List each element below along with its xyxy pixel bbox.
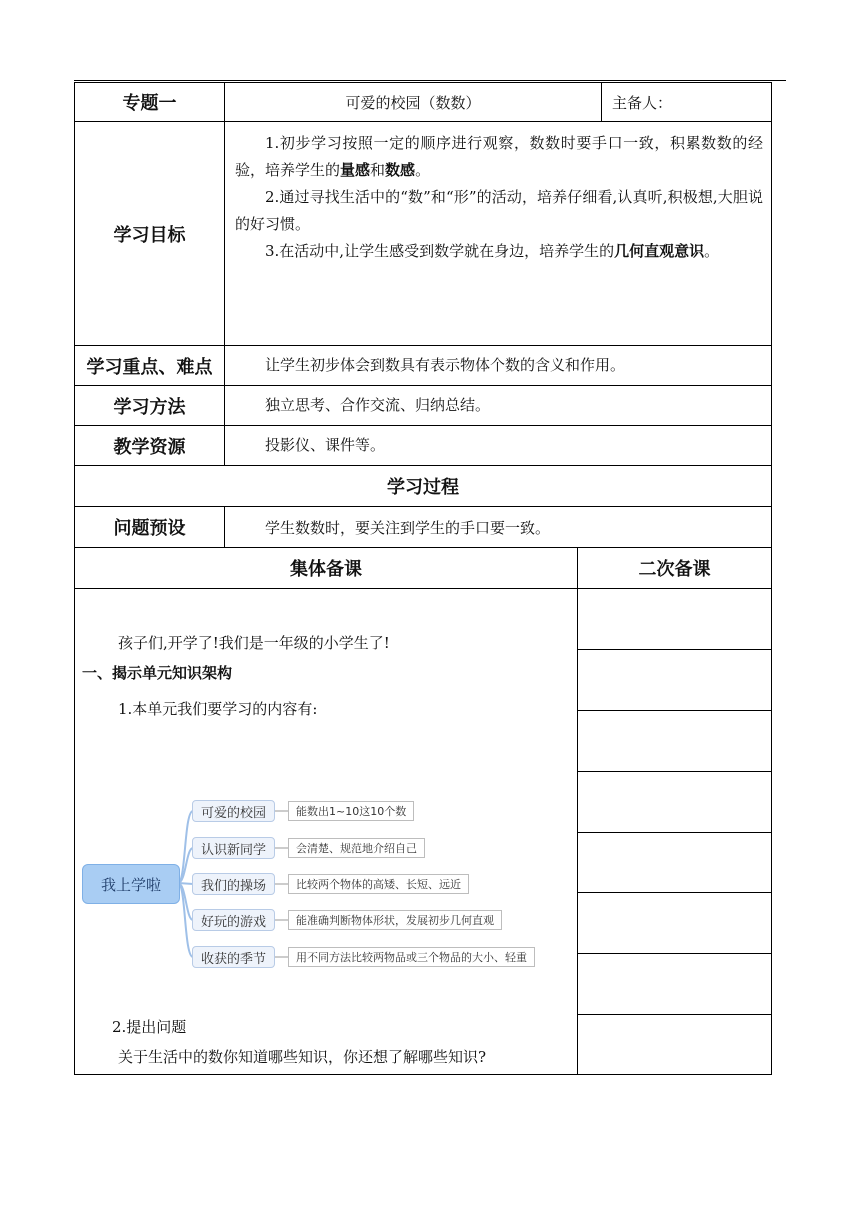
secondary-cell-8 [577, 1014, 772, 1075]
item-2-text: 2.提出问题 [112, 1018, 187, 1036]
question-text: 关于生活中的数你知道哪些知识，你还想了解哪些知识? [118, 1048, 487, 1066]
item-1-text: 1.本单元我们要学习的内容有: [118, 700, 318, 718]
mindmap-root: 我上学啦 [82, 864, 180, 904]
secondary-cell-5 [577, 832, 772, 893]
resources-label: 教学资源 [113, 436, 186, 458]
goal-3: 3.在活动中,让学生感受到数学就在身边，培养学生的几何直观意识。 [265, 242, 720, 260]
secondary-cell-3 [577, 710, 772, 772]
section-1-heading: 一、揭示单元知识架构 [82, 664, 233, 682]
secondary-cell-7 [577, 953, 772, 1015]
mindmap-detail-1: 能数出1~10这10个数 [288, 801, 414, 821]
secondary-label: 二次备课 [638, 559, 711, 580]
preset-text: 学生数数时，要关注到学生的手口要一致。 [265, 518, 551, 537]
secondary-cell-2 [577, 649, 772, 711]
goals-label: 学习目标 [113, 224, 186, 246]
mindmap-detail-3: 比较两个物体的高矮、长短、远近 [288, 874, 469, 894]
key-points-label: 学习重点、难点 [86, 356, 213, 378]
topic-label: 专题一 [122, 93, 177, 114]
secondary-cell-1 [577, 588, 772, 650]
preparer-label: 主备人： [612, 93, 673, 112]
mindmap-node-2: 认识新同学 [192, 837, 275, 859]
key-points-text: 让学生初步体会到数具有表示物体个数的含义和作用。 [265, 356, 626, 374]
greeting-text: 孩子们,开学了!我们是一年级的小学生了! [118, 634, 390, 652]
mindmap-node-5: 收获的季节 [192, 946, 275, 968]
goal-2: 2.通过寻找生活中的“数”和“形”的活动，培养仔细看,认真听,积极想,大胆说的好习惯。 [235, 188, 763, 233]
mindmap-node-1: 可爱的校园 [192, 800, 275, 822]
secondary-cell-6 [577, 892, 772, 954]
mindmap-node-4: 好玩的游戏 [192, 909, 275, 931]
lesson-title: 可爱的校园（数数） [345, 93, 481, 112]
goal-1: 1.初步学习按照一定的顺序进行观察，数数时要手口一致，积累数数的经验，培养学生的量感和数感。 [235, 134, 763, 179]
mindmap-detail-5: 用不同方法比较两物品或三个物品的大小、轻重 [288, 947, 535, 967]
secondary-cell-4 [577, 771, 772, 833]
mindmap-detail-2: 会清楚、规范地介绍自己 [288, 838, 425, 858]
process-title: 学习过程 [387, 477, 459, 498]
resources-text: 投影仪、课件等。 [265, 436, 386, 454]
method-label: 学习方法 [113, 396, 186, 418]
mindmap-node-3: 我们的操场 [192, 873, 275, 895]
method-text: 独立思考、合作交流、归纳总结。 [265, 396, 491, 414]
collective-label: 集体备课 [290, 559, 362, 580]
preset-label: 问题预设 [113, 518, 186, 539]
mindmap-detail-4: 能准确判断物体形状，发展初步几何直观 [288, 910, 502, 930]
